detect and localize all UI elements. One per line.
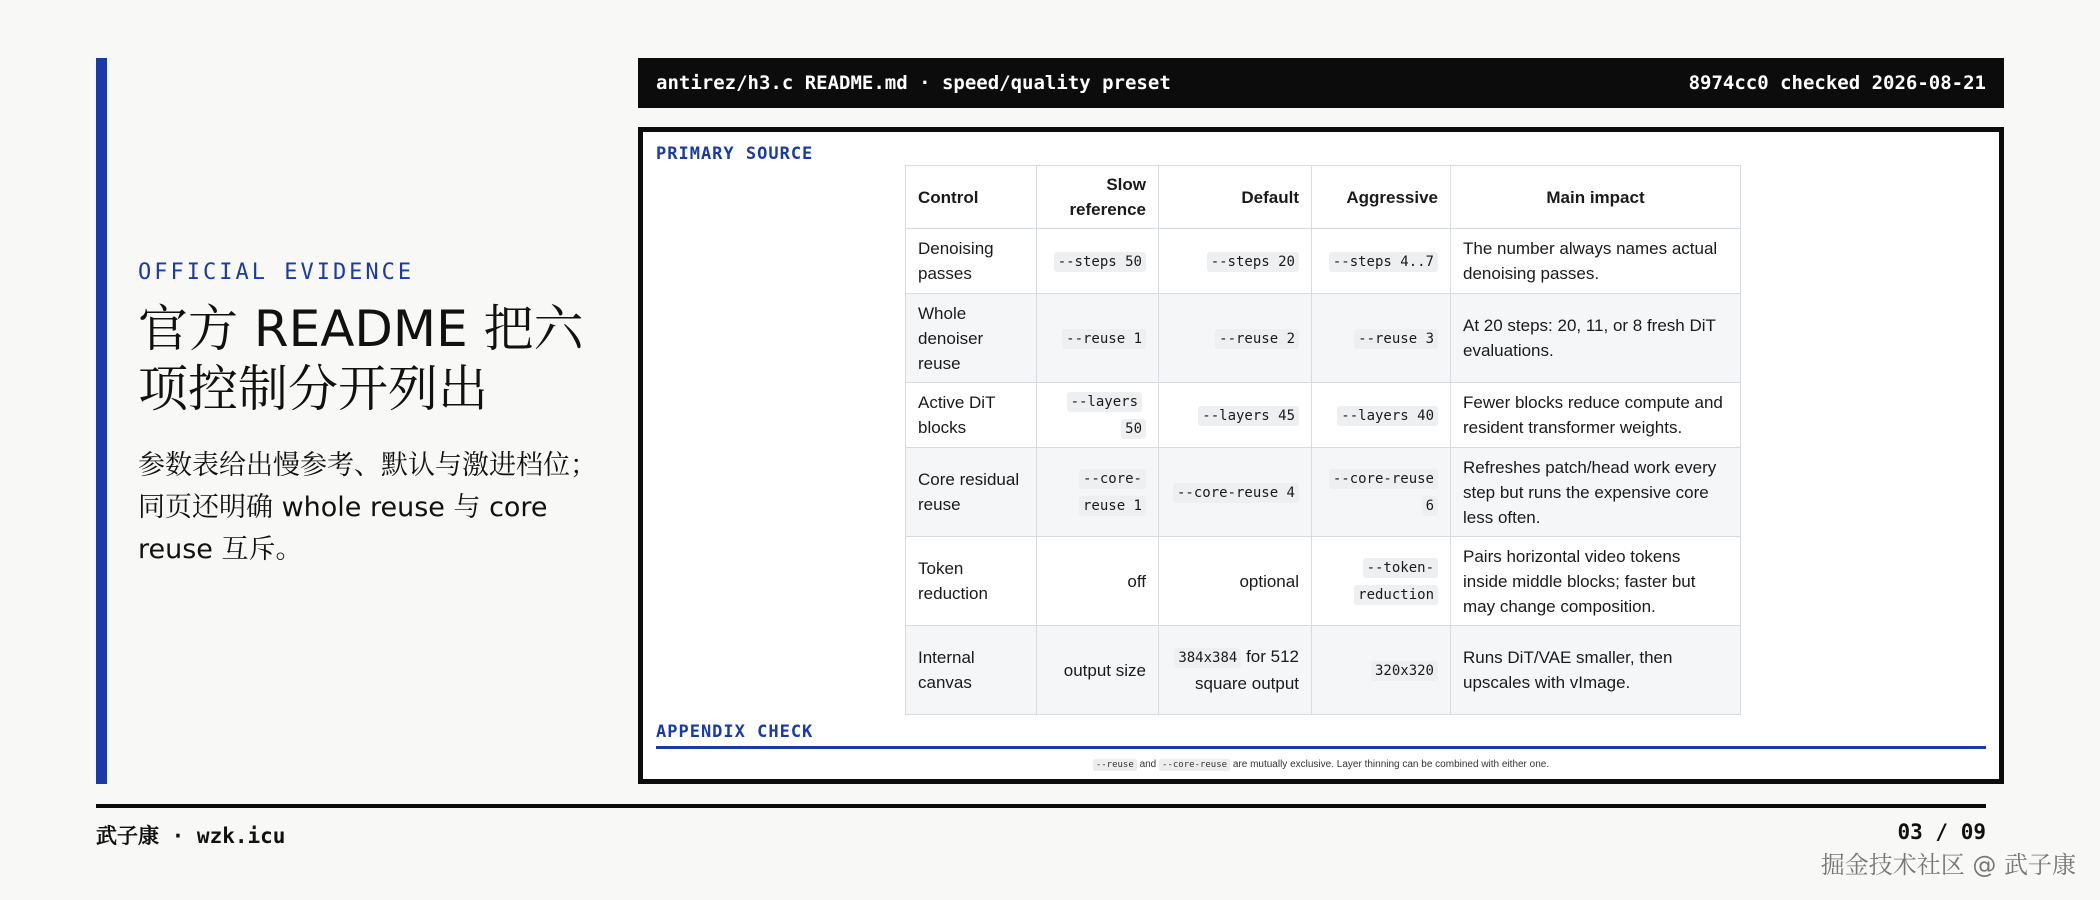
code-value: --layers 45 (1198, 406, 1299, 426)
col-header-default: Default (1159, 166, 1312, 229)
table-row (906, 448, 1741, 537)
cell-control: Token reduction (906, 537, 1037, 626)
col-header-impact: Main impact (1451, 166, 1741, 229)
cell-control: Core residual reuse (906, 448, 1037, 537)
cell-impact: At 20 steps: 20, 11, or 8 fresh DiT evaluations. (1451, 294, 1741, 383)
table-row (906, 294, 1741, 383)
cell-aggressive (1312, 537, 1451, 626)
cell-aggressive (1312, 626, 1451, 715)
table-row (906, 383, 1741, 448)
footer-divider (96, 804, 1986, 808)
code-value: --reuse 1 (1062, 329, 1146, 349)
source-commit: 8974cc0 checked 2026-08-21 (1688, 72, 1986, 94)
appendix-divider (656, 746, 1986, 749)
table-row (906, 537, 1741, 626)
table-row (906, 626, 1741, 715)
cell-control: Whole denoiser reuse (906, 294, 1037, 383)
footnote-code-core-reuse: --core-reuse (1159, 759, 1230, 771)
cell-slow: off (1037, 537, 1159, 626)
cell-default (1159, 229, 1312, 294)
cell-slow (1037, 383, 1159, 448)
col-header-control: Control (906, 166, 1037, 229)
cell-impact: Fewer blocks reduce compute and resident transformer weights. (1451, 383, 1741, 448)
cell-slow: output size (1037, 626, 1159, 715)
table-header-row (906, 166, 1741, 229)
code-value: --core-reuse 6 (1329, 469, 1438, 516)
cell-aggressive (1312, 383, 1451, 448)
table-row (906, 229, 1741, 294)
col-header-aggressive: Aggressive (1312, 166, 1451, 229)
col-header-slow: Slow reference (1037, 166, 1159, 229)
code-value: --token-reduction (1354, 558, 1438, 605)
source-bar (638, 58, 2004, 108)
cell-default-text: for 512 square output (1195, 647, 1299, 693)
cell-impact: Pairs horizontal video tokens inside middle blocks; faster but may change composition. (1451, 537, 1741, 626)
parameter-table (905, 165, 1741, 715)
eyebrow-label: OFFICIAL EVIDENCE (138, 260, 415, 285)
cell-slow (1037, 294, 1159, 383)
slide-text (138, 260, 618, 571)
appendix-check-label: APPENDIX CHECK (656, 722, 814, 742)
accent-bar (96, 58, 107, 784)
page-number: 03 / 09 (1897, 820, 1986, 844)
cell-aggressive (1312, 229, 1451, 294)
cell-impact: The number always names actual denoising passes. (1451, 229, 1741, 294)
slide-subline: 参数表给出慢参考、默认与激进档位；同页还明确 whole reuse 与 core reuse 互斥。 (138, 450, 597, 565)
footer-author: 武子康 · wzk.icu (96, 824, 286, 848)
code-value: --core-reuse 4 (1173, 483, 1299, 503)
cell-default (1159, 626, 1312, 715)
code-value: --layers 40 (1337, 406, 1438, 426)
footnote-text: are mutually exclusive. Layer thinning can be combined with either one. (1232, 759, 1550, 770)
code-value: --steps 50 (1054, 252, 1146, 272)
code-value: --reuse 2 (1215, 329, 1299, 349)
evidence-panel (638, 127, 2004, 784)
footnote-and: and (1139, 759, 1157, 770)
cell-impact: Refreshes patch/head work every step but runs the expensive core less often. (1451, 448, 1741, 537)
footnote-code-reuse: --reuse (1093, 759, 1137, 771)
cell-aggressive (1312, 294, 1451, 383)
source-reference: antirez/h3.c README.md · speed/quality preset (656, 72, 1171, 94)
cell-slow (1037, 448, 1159, 537)
cell-impact: Runs DiT/VAE smaller, then upscales with vImage. (1451, 626, 1741, 715)
code-value: --core-reuse 1 (1079, 469, 1146, 516)
code-value: --steps 20 (1207, 252, 1299, 272)
cell-default (1159, 294, 1312, 383)
cell-control: Active DiT blocks (906, 383, 1037, 448)
slide-headline: 官方 README 把六项控制分开列出 (138, 300, 584, 418)
cell-default: optional (1159, 537, 1312, 626)
primary-source-label: PRIMARY SOURCE (656, 144, 814, 164)
watermark: 掘金技术社区 @ 武子康 (1820, 851, 2076, 879)
cell-slow (1037, 229, 1159, 294)
cell-default (1159, 448, 1312, 537)
cell-default (1159, 383, 1312, 448)
cell-control: Denoising passes (906, 229, 1037, 294)
code-value: --steps 4..7 (1329, 252, 1438, 272)
code-value: 320x320 (1371, 661, 1438, 681)
code-value: --layers 50 (1067, 392, 1146, 439)
cell-aggressive (1312, 448, 1451, 537)
appendix-footnote (643, 759, 1999, 770)
cell-control: Internal canvas (906, 626, 1037, 715)
code-value: 384x384 (1174, 648, 1241, 668)
code-value: --reuse 3 (1354, 329, 1438, 349)
